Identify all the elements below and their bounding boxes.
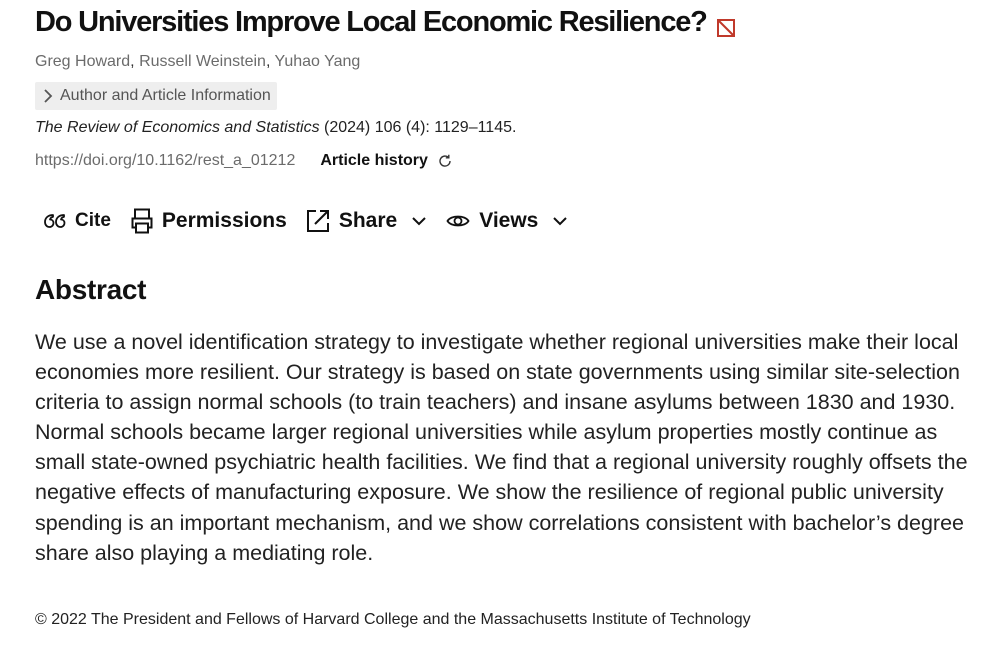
chevron-right-icon bbox=[43, 89, 53, 103]
author-link[interactable]: Greg Howard bbox=[35, 53, 131, 70]
share-button[interactable] bbox=[306, 209, 427, 233]
author-link[interactable]: Yuhao Yang bbox=[274, 53, 361, 70]
author-list bbox=[35, 53, 360, 71]
share-icon bbox=[306, 209, 330, 233]
quote-icon bbox=[43, 212, 67, 230]
permissions-label: Permissions bbox=[161, 209, 287, 232]
doi-row bbox=[35, 152, 453, 170]
history-icon bbox=[437, 153, 453, 169]
views-label: Views bbox=[479, 209, 539, 232]
article-history-button[interactable] bbox=[320, 152, 453, 170]
views-button[interactable] bbox=[446, 209, 568, 233]
citation bbox=[35, 119, 516, 137]
doi-link[interactable]: https://doi.org/10.1162/rest_a_01212 bbox=[35, 152, 296, 169]
printer-icon bbox=[131, 208, 153, 234]
citation-details: (2024) 106 (4): 1129–1145. bbox=[319, 119, 517, 136]
abstract-heading: Abstract bbox=[35, 274, 147, 305]
abstract-text: We use a novel identification strategy to investigate whether regional universities make their local economies more resilient. Our strategy is based on state governments using similar site-selection criteria to assign normal schools (to train teachers) and insane asylums between 1830 and 1930. Normal schools became larger regional universities while asylum properties mostly continue as small state-owned psychiatric health facilities. We find that a regional university roughly offsets the negative effects of manufacturing exposure. We show the resilience of regional public university spending is an important mechanism, and we show correlations consistent with bachelor’s degree share also playing a mediating role. bbox=[35, 330, 968, 565]
no-access-icon bbox=[716, 13, 736, 33]
author-info-label: Author and Article Information bbox=[60, 87, 271, 104]
cite-label: Cite bbox=[75, 210, 111, 231]
journal-name[interactable]: The Review of Economics and Statistics bbox=[35, 119, 320, 136]
author-link[interactable]: Russell Weinstein bbox=[139, 53, 266, 70]
permissions-button[interactable] bbox=[131, 208, 287, 234]
eye-icon bbox=[446, 212, 470, 230]
article-toolbar bbox=[43, 205, 568, 237]
chevron-down-icon bbox=[411, 216, 427, 226]
article-title-text: Do Universities Improve Local Economic Resilience? bbox=[35, 6, 707, 38]
article-title bbox=[35, 6, 736, 39]
copyright-notice: © 2022 The President and Fellows of Harvard College and the Massachusetts Institute of Technology bbox=[35, 611, 751, 628]
author-info-toggle[interactable] bbox=[35, 82, 277, 110]
share-label: Share bbox=[338, 209, 398, 232]
cite-button[interactable] bbox=[43, 210, 111, 232]
chevron-down-icon bbox=[552, 216, 568, 226]
author-separator: , bbox=[130, 53, 135, 70]
article-history-label: Article history bbox=[320, 152, 428, 169]
author-separator: , bbox=[265, 53, 271, 70]
